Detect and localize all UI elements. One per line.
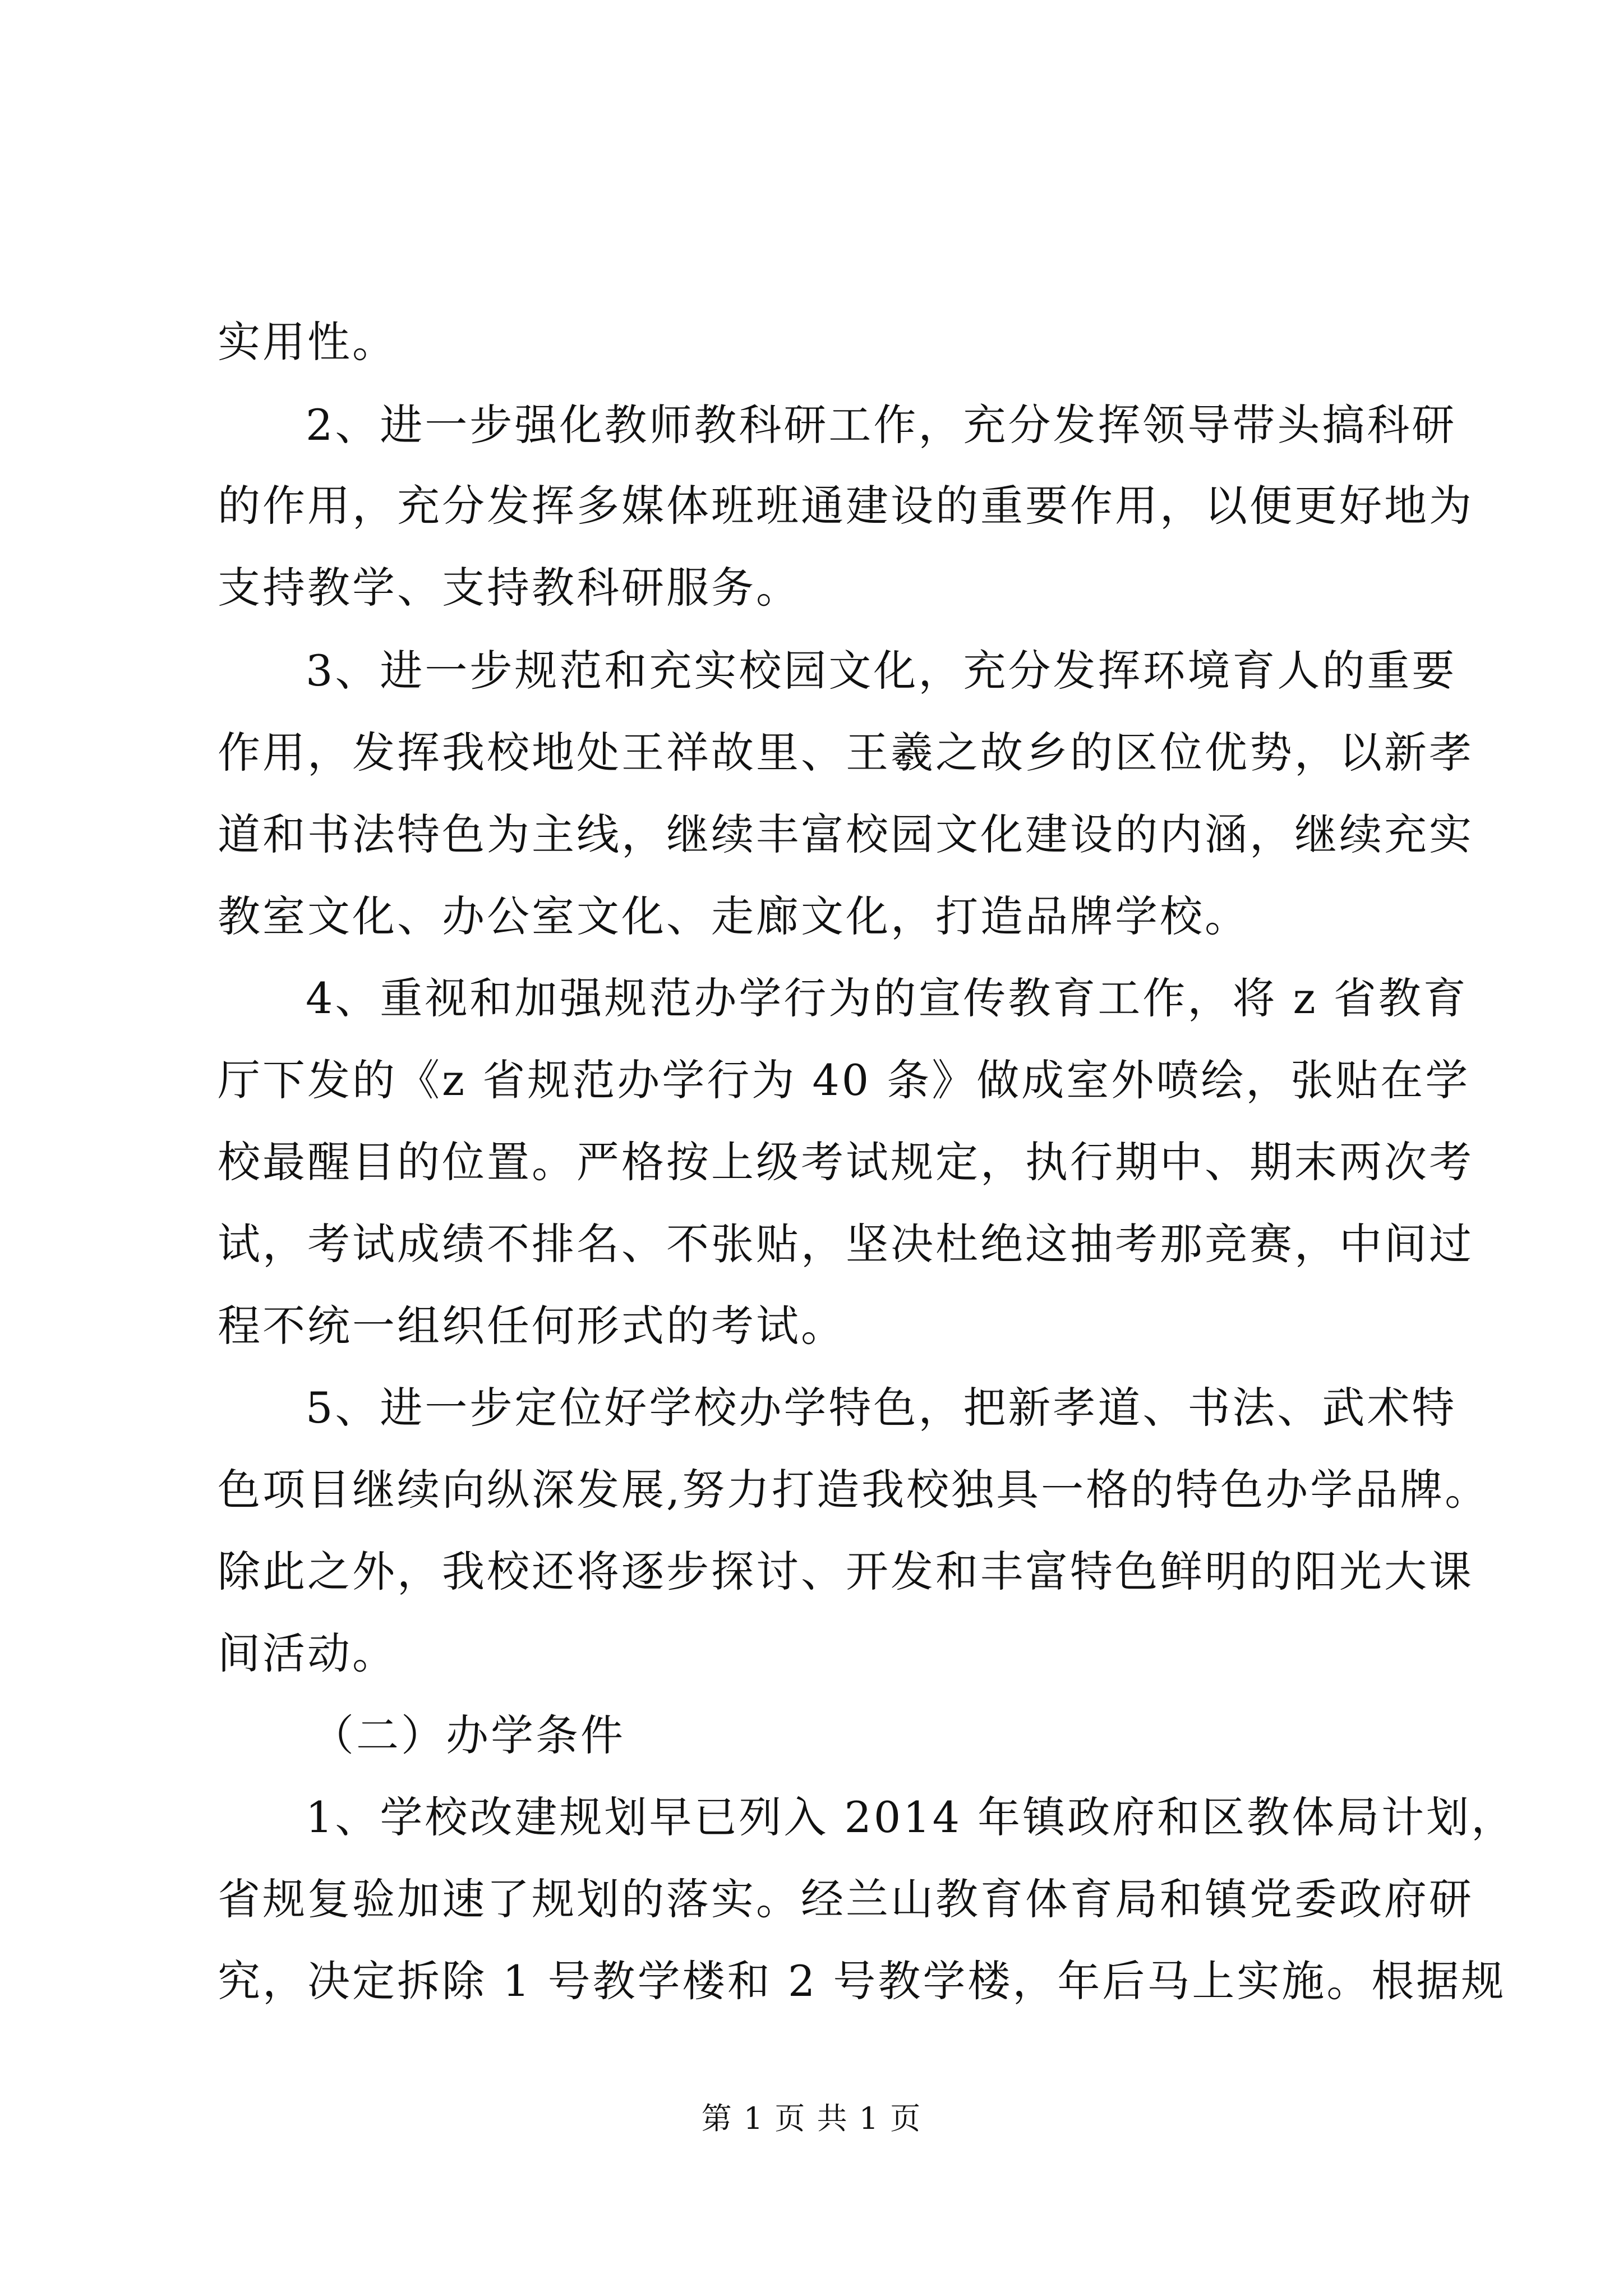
text-line: 校最醒目的位置。严格按上级考试规定，执行期中、期末两次考	[218, 1137, 1474, 1187]
text-line: 道和书法特色为主线，继续丰富校园文化建设的内涵，继续充实	[218, 809, 1474, 859]
text-line: 作用，发挥我校地处王祥故里、王羲之故乡的区位优势，以新孝	[218, 728, 1474, 777]
text-line: 除此之外，我校还将逐步探讨、开发和丰富特色鲜明的阳光大课	[218, 1547, 1474, 1596]
text-line: 实用性。	[218, 317, 397, 367]
text-line: 究，决定拆除 1 号教学楼和 2 号教学楼，年后马上实施。根据规	[218, 1956, 1506, 2006]
text-line: 试，考试成绩不排名、不张贴，坚决杜绝这抽考那竞赛，中间过	[218, 1219, 1474, 1269]
text-line: 间活动。	[218, 1628, 397, 1678]
text-line: 的作用，充分发挥多媒体班班通建设的重要作用，以便更好地为	[218, 481, 1474, 531]
text-line: 色项目继续向纵深发展,努力打造我校独具一格的特色办学品牌。	[218, 1465, 1490, 1515]
text-line: 支持教学、支持教科研服务。	[218, 563, 801, 613]
page-number-footer: 第 1 页 共 1 页	[701, 2101, 922, 2136]
text-line: 省规复验加速了规划的落实。经兰山教育体育局和镇党委政府研	[218, 1874, 1474, 1924]
text-line: 教室文化、办公室文化、走廊文化，打造品牌学校。	[218, 891, 1249, 941]
section-heading: （二）办学条件	[311, 1710, 625, 1760]
text-line: 3、进一步规范和充实校园文化，充分发挥环境育人的重要	[306, 646, 1457, 696]
text-line: 5、进一步定位好学校办学特色，把新孝道、书法、武术特	[306, 1383, 1457, 1433]
text-line: 1、学校改建规划早已列入 2014 年镇政府和区教体局计划，	[306, 1792, 1516, 1842]
text-line: 2、进一步强化教师教科研工作，充分发挥领导带头搞科研	[306, 400, 1457, 450]
text-line: 厅下发的《z 省规范办学行为 40 条》做成室外喷绘，张贴在学	[218, 1055, 1470, 1105]
text-line: 4、重视和加强规范办学行为的宣传教育工作，将 z 省教育	[306, 973, 1468, 1023]
text-line: 程不统一组织任何形式的考试。	[218, 1301, 846, 1351]
